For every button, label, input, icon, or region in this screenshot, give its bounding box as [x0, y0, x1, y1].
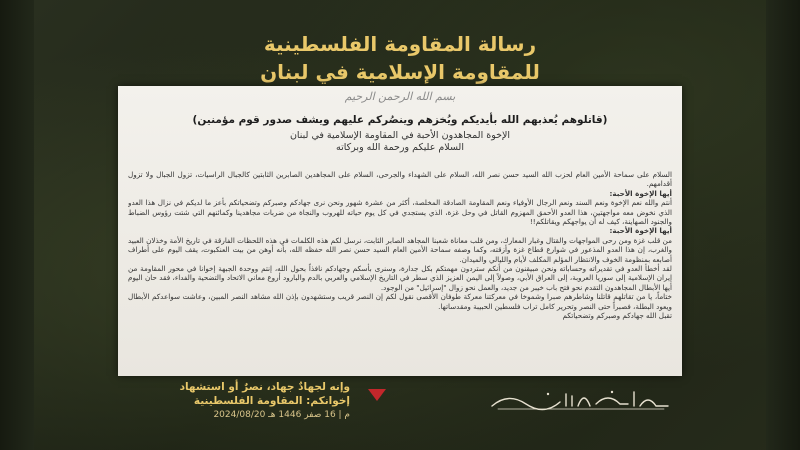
greeting-line-1: الإخوة المجاهدون الأحبة في المقاومة الإسلامية في لبنان	[289, 130, 511, 141]
signature-sender: إخوانكم: المقاومة الفلسطينية	[193, 395, 350, 407]
headline-line-1: رسالة المقاومة الفلسطينية	[263, 32, 537, 56]
signature-date: 2024/08/20 م | 16 صفر 1446 هـ	[213, 410, 350, 420]
letter-paragraph: السلام على سماحة الأمين العام لحزب الله السيد حسن نصر الله، السلام على الشهداء والجرحى، السلام على المجاهدين الصابرين الثابتين كالجبال الراسيات، تزول الجبال ولا تزول أقدامهم.	[128, 170, 672, 189]
basmala-calligraphy: بسم الله الرحمن الرحيم	[344, 90, 456, 103]
letter-body	[128, 170, 672, 372]
signature-motto: وإنه لجهادٌ جهاد، نصرٌ أو استشهاد	[179, 381, 350, 393]
letter-paragraph: ختاماً، يا من تقاتلهم قاتلنا وشاطرهم صبرا وشموخا في معركتنا معركة طوفان الأقصى نقول لكم إن النصر قريب وستشهدون بإذن الله مشاهد النصر المبين، وعاشت سواعدكم الأبطال ويعود البطلة، فصبراً حتى النصر وتحرير كامل تراب فلسطين الحبيبة ومقدساتها.	[128, 292, 672, 311]
letter-paragraph: تقبل الله جهادكم وصبركم وتضحياتكم	[562, 311, 672, 321]
greeting-line-2: السلام عليكم ورحمة الله وبركاته	[336, 142, 464, 153]
headline-line-2: للمقاومة الإسلامية في لبنان	[260, 60, 540, 84]
letter-paragraph: أنتم والله نعم الإخوة ونعم السند ونعم الرجال الأوفياء ونعم المقاومة الصادقة المخلصة، أكثر من عشرة شهور ونحن نرى جهادكم وصبركم وتضحياتكم بأعز ما لديكم في نزال هذا العدو الذي نخوض معه مواجهتين، هذا العدو الأحمق المهزوم القاتل في وحل غزة، الذي يستجدي في كل يوم حياته للهروب والنجاة من ضربات مجاهدينا وكمائنهم التي شتت رؤوس الضباط والجنود الصهاينة، كيف له أن يواجهكم ويقاتلكم!!	[128, 198, 672, 227]
letter-paper	[118, 86, 682, 376]
letter-paragraph: لقد أخطأ العدو في تقديراته وحساباته ونحن مبيقنون من أنكم ستردون مهمتكم بكل جدارة، وسنرى بأسكم وجهادكم نافذاً بحول الله، إنتم ووحدة الجبهة إخوانا في محور المقاومة من إيران الإسلامية إلى سوريا العروبة، إلى العراق الأبي، وصولاً إلى اليمن العزيز الذي سطر في التاريخ الإسلامي والعربي بالدم والبارود أروع معاني الاتحاد والتضحية والفداء، فقد حان اليوم أيها الأبطال المجاهدون التقدم نحو فتح باب خيبر من جديد، والعمل نحو زوال "إسرائيل" من الوجود.	[128, 264, 672, 292]
letter-paragraph: أيها الإخوة الأحبة:	[609, 188, 672, 198]
letter-greeting	[118, 130, 682, 154]
letter-paragraph: من قلب غزة ومن رحى المواجهات والقتال وغبار المعارك، ومن قلب معاناة شعبنا المجاهد الصابر الثابت، نرسل لكم هذه الكلمات في هذه اللحظات الفارقة في تاريخ الأمة وخذلان العبيد والغرب، إن هذا العدو المذعور في شوارع قطاع غزة وأزقته، وكما وصفه سماحة الأمين العام السيد حسن نصر الله حفظه الله، بأنه أوهن من بيت العنكبوت، يقف اليوم على أطراف أصابعه بمنظومة الخوف والانتظار المؤلم المكلف لأيام والليالي والميدان.	[128, 235, 672, 264]
red-triangle-marker-icon	[368, 389, 386, 401]
headline	[0, 30, 800, 86]
signature-block	[130, 380, 350, 422]
quran-verse: (قاتلوهم يُعذبهم الله بأيديكم ويُخزهم وينصُركم عليهم ويشف صدور قوم مؤمنين)	[192, 114, 608, 126]
letter-paragraph: أيها الإخوة الأحبة:	[609, 226, 672, 236]
